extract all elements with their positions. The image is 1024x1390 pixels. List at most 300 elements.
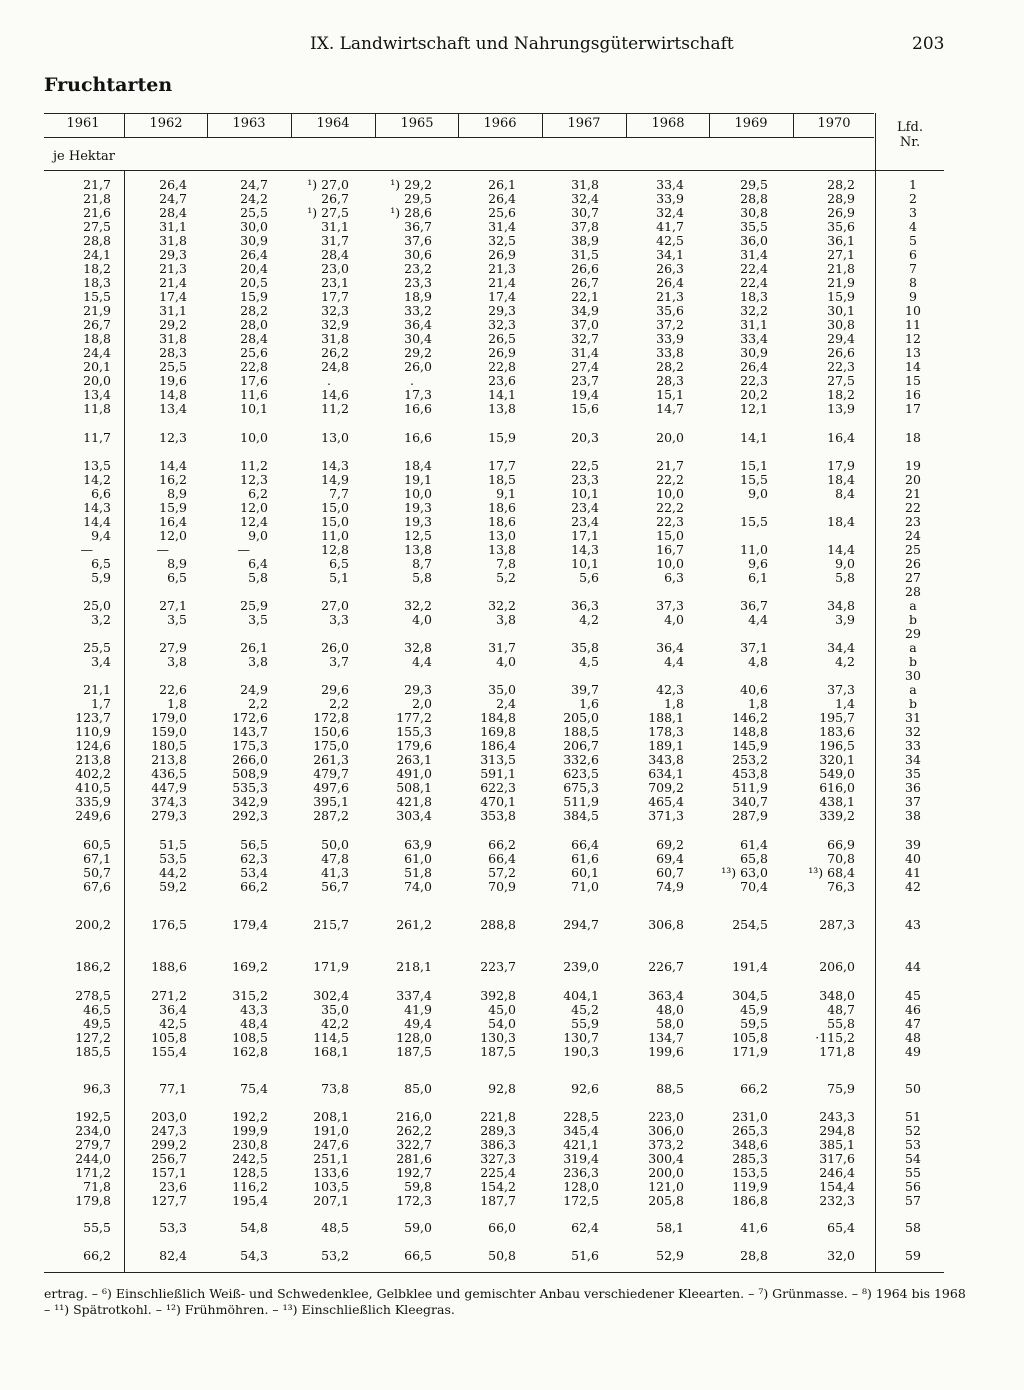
- table-cell: 31,1: [321, 219, 349, 234]
- table-cell: 384,5: [563, 808, 599, 823]
- table-cell: 17,9: [827, 458, 855, 473]
- table-cell: 26,7: [321, 191, 349, 206]
- table-cell: 110,9: [75, 724, 111, 739]
- table-cell: 218,1: [396, 959, 432, 974]
- table-cell: 37,1: [740, 640, 768, 655]
- table-cell: 63,9: [404, 837, 432, 852]
- table-cell: 175,3: [232, 738, 268, 753]
- table-cell: 20,0: [83, 373, 111, 388]
- table-cell: 327,3: [480, 1151, 516, 1166]
- table-cell: 180,5: [151, 738, 187, 753]
- table-cell: 246,4: [819, 1165, 855, 1180]
- table-cell: 3,9: [835, 612, 855, 627]
- table-cell: 51,6: [571, 1248, 599, 1263]
- table-cell: 26,4: [488, 191, 516, 206]
- table-cell: 133,6: [313, 1165, 349, 1180]
- lfd-nr: b: [908, 696, 917, 711]
- lfd-nr: 19: [905, 458, 921, 473]
- table-cell: 18,2: [83, 261, 111, 276]
- table-cell: 128,0: [563, 1179, 599, 1194]
- table-cell: 15,1: [740, 458, 768, 473]
- table-cell: 479,7: [313, 766, 349, 781]
- table-cell: 55,8: [827, 1016, 855, 1031]
- table-cell: 26,1: [240, 640, 268, 655]
- table-cell: 30,9: [740, 345, 768, 360]
- table-cell: 25,0: [83, 598, 111, 613]
- table-cell: 14,2: [83, 472, 111, 487]
- table-cell: 5,1: [329, 570, 349, 585]
- table-cell: 9,0: [748, 486, 768, 501]
- table-cell: 50,8: [488, 1248, 516, 1263]
- table-cell: 22,4: [740, 275, 768, 290]
- table-cell: 36,4: [656, 640, 684, 655]
- table-cell: 184,8: [480, 710, 516, 725]
- table-cell: 319,4: [563, 1151, 599, 1166]
- table-cell: 9,6: [748, 556, 768, 571]
- table-cell: 128,0: [396, 1030, 432, 1045]
- table-cell: 82,4: [159, 1248, 187, 1263]
- table-cell: 10,0: [404, 486, 432, 501]
- lfd-header-1: Lfd.: [897, 120, 923, 135]
- table-cell: 159,0: [151, 724, 187, 739]
- table-cell: 62,3: [240, 851, 268, 866]
- table-cell: 32,8: [404, 640, 432, 655]
- lfd-nr: 59: [905, 1248, 921, 1263]
- table-cell: 24,8: [321, 359, 349, 374]
- table-cell: 292,3: [232, 808, 268, 823]
- table-cell: 31,8: [571, 177, 599, 192]
- table-cell: 348,0: [819, 988, 855, 1003]
- lfd-nr: 6: [909, 247, 917, 262]
- table-cell: 23,6: [488, 373, 516, 388]
- table-cell: 18,3: [83, 275, 111, 290]
- table-cell: 28,9: [827, 191, 855, 206]
- table-cell: 171,9: [732, 1044, 768, 1059]
- table-cell: 127,2: [75, 1030, 111, 1045]
- table-cell: 196,5: [819, 738, 855, 753]
- table-cell: 195,4: [232, 1193, 268, 1208]
- table-cell: 289,3: [480, 1123, 516, 1138]
- table-cell: 11,6: [240, 387, 268, 402]
- table-cell: 33,8: [656, 345, 684, 360]
- table-cell: 288,8: [480, 917, 516, 932]
- table-cell: 3,8: [248, 654, 268, 669]
- table-cell: 59,0: [404, 1220, 432, 1235]
- lfd-nr: 2: [909, 191, 917, 206]
- table-cell: 59,5: [740, 1016, 768, 1031]
- table-cell: 13,0: [321, 430, 349, 445]
- table-cell: 27,0: [321, 598, 349, 613]
- table-cell: 253,2: [732, 752, 768, 767]
- table-cell: 29,3: [159, 247, 187, 262]
- table-cell: 244,0: [75, 1151, 111, 1166]
- table-cell: 25,5: [159, 359, 187, 374]
- table-cell: 45,2: [571, 1002, 599, 1017]
- lfd-nr: 28: [905, 584, 921, 599]
- table-cell: 22,2: [656, 500, 684, 515]
- table-cell: 187,5: [396, 1044, 432, 1059]
- table-cell: 249,6: [75, 808, 111, 823]
- table-cell: 1,8: [664, 696, 684, 711]
- table-cell: 29,5: [740, 177, 768, 192]
- table-cell: 36,0: [740, 233, 768, 248]
- table-cell: 28,4: [240, 331, 268, 346]
- table-cell: 29,2: [404, 345, 432, 360]
- table-cell: 143,7: [232, 724, 268, 739]
- table-cell: 37,2: [656, 317, 684, 332]
- table-cell: 345,4: [563, 1123, 599, 1138]
- table-cell: 13,8: [404, 542, 432, 557]
- table-cell: 130,7: [563, 1030, 599, 1045]
- table-cell: 46,5: [83, 1002, 111, 1017]
- table-cell: 27,4: [571, 359, 599, 374]
- lfd-nr: 21: [905, 486, 921, 501]
- table-cell: 10,1: [571, 556, 599, 571]
- table-cell: 508,1: [396, 780, 432, 795]
- table-cell: 21,1: [83, 682, 111, 697]
- lfd-nr: 9: [909, 289, 917, 304]
- table-cell: 15,9: [159, 500, 187, 515]
- table-cell: 497,6: [313, 780, 349, 795]
- table-cell: 26,7: [83, 317, 111, 332]
- table-cell: 153,5: [732, 1165, 768, 1180]
- table-cell: 287,3: [819, 917, 855, 932]
- table-cell: 31,5: [571, 247, 599, 262]
- table-cell: 616,0: [819, 780, 855, 795]
- table-cell: 70,4: [740, 879, 768, 894]
- table-cell: 35,5: [740, 219, 768, 234]
- table-cell: 261,3: [313, 752, 349, 767]
- table-cell: 26,4: [159, 177, 187, 192]
- table-cell: 303,4: [396, 808, 432, 823]
- table-cell: 42,3: [656, 682, 684, 697]
- table-cell: 363,4: [648, 988, 684, 1003]
- lfd-nr: 29: [905, 626, 921, 641]
- table-cell: 30,8: [740, 205, 768, 220]
- table-cell: 7,8: [496, 556, 516, 571]
- table-cell: 511,9: [563, 794, 599, 809]
- table-cell: 19,4: [571, 387, 599, 402]
- table-cell: 19,6: [159, 373, 187, 388]
- table-cell: 623,5: [563, 766, 599, 781]
- table-cell: 28,8: [740, 191, 768, 206]
- table-cell: 178,3: [648, 724, 684, 739]
- table-cell: 14,1: [488, 387, 516, 402]
- table-cell: 85,0: [404, 1081, 432, 1096]
- table-cell: 33,4: [656, 177, 684, 192]
- table-cell: 150,6: [313, 724, 349, 739]
- table-cell: 13,5: [83, 458, 111, 473]
- table-cell: 4,4: [748, 612, 768, 627]
- table-cell: 36,4: [404, 317, 432, 332]
- table-cell: 157,1: [151, 1165, 187, 1180]
- table-cell: 52,9: [656, 1248, 684, 1263]
- table-cell: 438,1: [819, 794, 855, 809]
- lfd-nr: 56: [905, 1179, 921, 1194]
- table-cell: 203,0: [151, 1109, 187, 1124]
- table-cell: 13,0: [488, 528, 516, 543]
- table-cell: 30,7: [571, 205, 599, 220]
- table-cell: 9,1: [496, 486, 516, 501]
- table-cell: 15,1: [656, 387, 684, 402]
- table-cell: 205,0: [563, 710, 599, 725]
- lfd-nr: b: [908, 612, 917, 627]
- lfd-nr: 30: [905, 668, 921, 683]
- table-cell: 28,4: [321, 247, 349, 262]
- table-cell: 251,1: [313, 1151, 349, 1166]
- table-cell: 31,8: [321, 331, 349, 346]
- table-cell: 162,8: [232, 1044, 268, 1059]
- lfd-nr: 20: [905, 472, 921, 487]
- table-cell: 26,9: [827, 205, 855, 220]
- table-cell: 11,0: [321, 528, 349, 543]
- table-cell: 6,5: [167, 570, 187, 585]
- table-cell: 37,3: [827, 682, 855, 697]
- table-cell: 31,7: [488, 640, 516, 655]
- table-cell: 12,3: [159, 430, 187, 445]
- lfd-nr: 12: [905, 331, 921, 346]
- table-cell: 709,2: [648, 780, 684, 795]
- lfd-nr: 46: [905, 1002, 921, 1017]
- table-cell: 191,0: [313, 1123, 349, 1138]
- table-cell: 67,1: [83, 851, 111, 866]
- table-cell: 6,4: [248, 556, 268, 571]
- table-cell: 320,1: [819, 752, 855, 767]
- table-cell: 75,9: [827, 1081, 855, 1096]
- table-cell: 187,7: [480, 1193, 516, 1208]
- table-cell: 465,4: [648, 794, 684, 809]
- table-cell: 188,6: [151, 959, 187, 974]
- table-cell: 14,3: [571, 542, 599, 557]
- table-cell: 1,4: [835, 696, 855, 711]
- table-cell: 591,1: [480, 766, 516, 781]
- table-cell: 15,9: [488, 430, 516, 445]
- table-cell: 41,6: [740, 1220, 768, 1235]
- table-cell: 5,8: [248, 570, 268, 585]
- table-cell: 12,0: [240, 500, 268, 515]
- table-cell: 299,2: [151, 1137, 187, 1152]
- table-cell: 28,2: [656, 359, 684, 374]
- table-cell: 60,7: [656, 865, 684, 880]
- table-cell: 26,0: [404, 359, 432, 374]
- lfd-nr: 14: [905, 359, 921, 374]
- table-cell: 26,9: [488, 345, 516, 360]
- table-cell: 19,3: [404, 500, 432, 515]
- table-cell: 92,8: [488, 1081, 516, 1096]
- table-cell: 41,3: [321, 865, 349, 880]
- table-cell: 4,5: [579, 654, 599, 669]
- lfd-nr: 53: [905, 1137, 921, 1152]
- table-cell: 228,5: [563, 1109, 599, 1124]
- table-cell: 116,2: [232, 1179, 268, 1194]
- table-cell: 35,0: [488, 682, 516, 697]
- table-cell: 23,1: [321, 275, 349, 290]
- table-cell: 105,8: [151, 1030, 187, 1045]
- table-cell: 200,0: [648, 1165, 684, 1180]
- table-cell: 29,3: [404, 682, 432, 697]
- table-cell: 16,2: [159, 472, 187, 487]
- table-cell: 30,0: [240, 219, 268, 234]
- table-cell: 62,4: [571, 1220, 599, 1235]
- table-cell: 243,3: [819, 1109, 855, 1124]
- lfd-nr: 36: [905, 780, 921, 795]
- table-cell: 27,5: [83, 219, 111, 234]
- lfd-nr: a: [909, 640, 917, 655]
- table-cell: 15,9: [827, 289, 855, 304]
- table-cell: 30,1: [827, 303, 855, 318]
- table-cell: 16,4: [827, 430, 855, 445]
- table-cell: 32,2: [740, 303, 768, 318]
- table-cell: ¹³) 63,0: [721, 865, 768, 880]
- table-cell: 4,4: [664, 654, 684, 669]
- table-cell: 200,2: [75, 917, 111, 932]
- table-cell: 508,9: [232, 766, 268, 781]
- table-cell: 15,9: [240, 289, 268, 304]
- table-cell: 154,2: [480, 1179, 516, 1194]
- table-cell: .: [327, 373, 331, 388]
- table-cell: 262,2: [396, 1123, 432, 1138]
- lfd-nr: 7: [909, 261, 917, 276]
- lfd-nr: 42: [905, 879, 921, 894]
- table-cell: 88,5: [656, 1081, 684, 1096]
- table-cell: 66,2: [740, 1081, 768, 1096]
- lfd-nr: 4: [909, 219, 917, 234]
- table-cell: 24,7: [159, 191, 187, 206]
- table-cell: 332,6: [563, 752, 599, 767]
- table-cell: 65,8: [740, 851, 768, 866]
- table-cell: 74,0: [404, 879, 432, 894]
- table-cell: 192,2: [232, 1109, 268, 1124]
- table-cell: 340,7: [732, 794, 768, 809]
- table-cell: 176,5: [151, 917, 187, 932]
- table-cell: 22,5: [571, 458, 599, 473]
- table-cell: 343,8: [648, 752, 684, 767]
- table-cell: 155,4: [151, 1044, 187, 1059]
- table-cell: 22,8: [240, 359, 268, 374]
- table-cell: 634,1: [648, 766, 684, 781]
- table-cell: 59,8: [404, 1179, 432, 1194]
- table-cell: 31,4: [571, 345, 599, 360]
- table-cell: 4,0: [664, 612, 684, 627]
- table-cell: 287,9: [732, 808, 768, 823]
- table-cell: 66,2: [488, 837, 516, 852]
- lfd-nr: a: [909, 598, 917, 613]
- table-cell: 14,4: [159, 458, 187, 473]
- table-cell: 17,3: [404, 387, 432, 402]
- lfd-nr: 23: [905, 514, 921, 529]
- table-cell: 3,7: [329, 654, 349, 669]
- table-cell: 146,2: [732, 710, 768, 725]
- table-cell: 190,3: [563, 1044, 599, 1059]
- year-header-1967: 1967: [567, 116, 601, 131]
- table-cell: 66,4: [488, 851, 516, 866]
- lfd-nr: 43: [905, 917, 921, 932]
- table-cell: 189,1: [648, 738, 684, 753]
- lfd-nr: 33: [905, 738, 921, 753]
- table-cell: 4,2: [579, 612, 599, 627]
- table-cell: 50,7: [83, 865, 111, 880]
- table-cell: 13,4: [159, 401, 187, 416]
- table-cell: 48,0: [656, 1002, 684, 1017]
- table-cell: 124,6: [75, 738, 111, 753]
- table-cell: 22,4: [740, 261, 768, 276]
- table-cell: 6,1: [748, 570, 768, 585]
- table-cell: 32,4: [571, 191, 599, 206]
- year-header-1969: 1969: [734, 116, 768, 131]
- lfd-nr: 44: [905, 959, 921, 974]
- lfd-nr: 38: [905, 808, 921, 823]
- table-cell: 29,3: [488, 303, 516, 318]
- table-cell: 9,4: [91, 528, 111, 543]
- table-cell: 188,5: [563, 724, 599, 739]
- table-cell: 53,3: [159, 1220, 187, 1235]
- table-cell: 42,2: [321, 1016, 349, 1031]
- table-cell: 191,4: [732, 959, 768, 974]
- table-cell: 7,7: [329, 486, 349, 501]
- table-cell: 2,0: [412, 696, 432, 711]
- lfd-nr: 57: [905, 1193, 921, 1208]
- table-cell: 41,7: [656, 219, 684, 234]
- table-cell: 55,9: [571, 1016, 599, 1031]
- lfd-nr: 51: [905, 1109, 921, 1124]
- table-cell: 9,0: [248, 528, 268, 543]
- table-cell: 3,4: [91, 654, 111, 669]
- table-cell: 71,0: [571, 879, 599, 894]
- table-cell: 234,0: [75, 1123, 111, 1138]
- table-cell: 6,5: [91, 556, 111, 571]
- table-cell: 205,8: [648, 1193, 684, 1208]
- table-cell: 232,3: [819, 1193, 855, 1208]
- table-cell: 21,3: [488, 261, 516, 276]
- table-cell: 36,4: [159, 1002, 187, 1017]
- table-cell: 25,5: [240, 205, 268, 220]
- table-cell: 20,3: [571, 430, 599, 445]
- table-cell: 21,7: [83, 177, 111, 192]
- table-cell: 221,8: [480, 1109, 516, 1124]
- table-cell: 27,1: [827, 247, 855, 262]
- table-cell: 36,1: [827, 233, 855, 248]
- table-cell: 168,1: [313, 1044, 349, 1059]
- table-cell: 148,8: [732, 724, 768, 739]
- table-cell: 5,8: [412, 570, 432, 585]
- table-cell: 65,4: [827, 1220, 855, 1235]
- table-cell: 33,9: [656, 191, 684, 206]
- table-cell: 239,0: [563, 959, 599, 974]
- table-cell: 66,4: [571, 837, 599, 852]
- table-cell: 187,5: [480, 1044, 516, 1059]
- table-cell: 294,8: [819, 1123, 855, 1138]
- table-cell: 48,7: [827, 1002, 855, 1017]
- table-cell: 213,8: [151, 752, 187, 767]
- table-cell: 13,8: [488, 401, 516, 416]
- table-cell: 54,0: [488, 1016, 516, 1031]
- table-cell: 265,3: [732, 1123, 768, 1138]
- year-header-1970: 1970: [817, 116, 851, 131]
- table-cell: 37,6: [404, 233, 432, 248]
- table-cell: 6,6: [91, 486, 111, 501]
- table-cell: 395,1: [313, 794, 349, 809]
- year-header-1966: 1966: [483, 116, 517, 131]
- table-header-rule: [44, 137, 874, 138]
- table-cell: 337,4: [396, 988, 432, 1003]
- table-cell: 13,4: [83, 387, 111, 402]
- table-cell: 69,4: [656, 851, 684, 866]
- table-cell: 12,8: [321, 542, 349, 557]
- table-cell: 206,7: [563, 738, 599, 753]
- table-cell: 402,2: [75, 766, 111, 781]
- table-cell: 22,1: [571, 289, 599, 304]
- table-cell: 207,1: [313, 1193, 349, 1208]
